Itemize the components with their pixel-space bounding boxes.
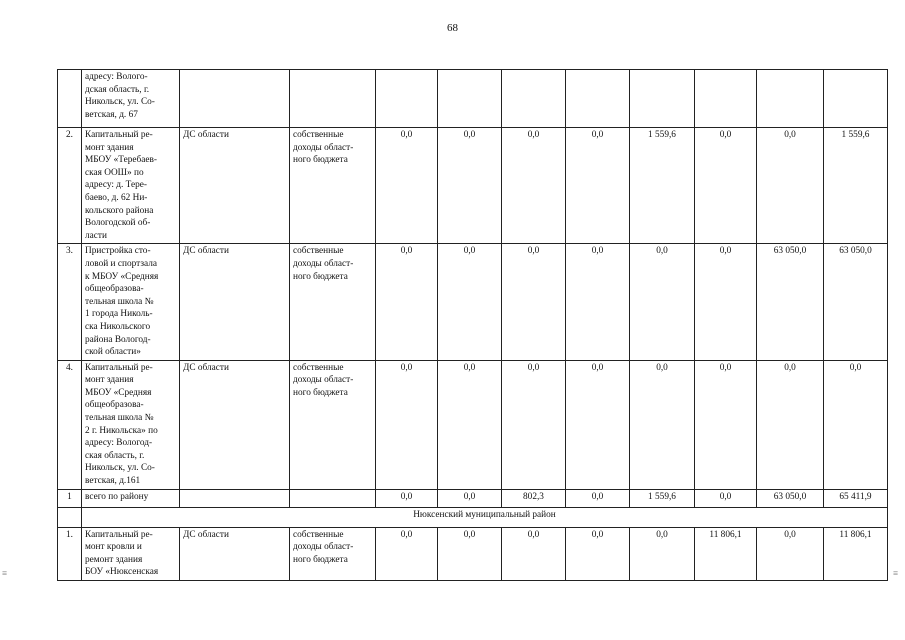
binding-mark-right: ≡ [893,568,900,578]
value-cell: 0,0 [438,489,502,507]
name-line: МБОУ «Средняя [85,387,152,398]
source-line: ного бюджета [293,155,348,166]
value-cell: 0,0 [502,244,566,360]
district-heading-row [58,507,888,527]
object-name [82,128,180,244]
value-cell: 0,0 [566,489,630,507]
name-line: ласти [85,230,107,241]
name-line: тельная школа № [85,413,154,424]
value-cell: 63 050,0 [757,244,824,360]
row-number [58,507,82,527]
value-cell: 0,0 [376,360,438,489]
customer-cell: ДС области [180,128,290,244]
value-cell: 0,0 [695,128,757,244]
binding-mark-left: ≡ [2,568,9,578]
source-line: доходы област- [293,375,354,386]
value-cell: 0,0 [438,527,502,580]
district-heading: Нюксенский муниципальный район [82,507,888,527]
name-line: тельная школа № [85,296,154,307]
row-number: 2. [58,128,82,244]
customer-cell [180,489,290,507]
value-cell: 0,0 [438,128,502,244]
source-line: ного бюджета [293,271,348,282]
row-number: 1. [58,527,82,580]
total-label: всего по району [82,489,180,507]
value-cell: 802,3 [502,489,566,507]
table-row [58,527,888,580]
source-line: доходы област- [293,542,354,553]
object-name [82,70,180,128]
object-name [82,360,180,489]
source-line: ного бюджета [293,387,348,398]
value-cell: 63 050,0 [757,489,824,507]
name-line: Пристройка сто- [85,246,151,257]
name-line: БОУ «Нюксенская [85,567,159,578]
value-cell: 65 411,9 [824,489,888,507]
table-row [58,70,888,128]
value-cell [695,70,757,128]
source-line: собственные [293,130,344,140]
value-cell: 0,0 [502,360,566,489]
value-cell: 0,0 [566,128,630,244]
value-cell [757,70,824,128]
source-line: доходы област- [293,258,354,269]
object-name [82,527,180,580]
table-row [58,128,888,244]
source-cell [290,489,376,507]
value-cell [376,70,438,128]
name-line: ветская, д. 67 [85,109,138,120]
customer-cell [180,70,290,128]
value-cell: 0,0 [502,128,566,244]
value-cell: 0,0 [757,527,824,580]
row-number [58,70,82,128]
budget-table [57,69,888,581]
customer-cell: ДС области [180,244,290,360]
name-line: ветская, д.161 [85,476,141,487]
value-cell: 0,0 [630,527,695,580]
name-line: МБОУ «Теребаев- [85,155,157,166]
name-line: ремонт здания [85,554,143,565]
name-line: ловой и спортзала [85,258,157,269]
row-number: 4. [58,360,82,489]
name-line: адресу: Вологод- [85,438,153,449]
name-line: кольского района [85,205,154,216]
name-line: ская область, г. [85,450,145,461]
source-line: ного бюджета [293,554,348,565]
name-line: монт кровли и [85,542,142,553]
value-cell: 0,0 [376,527,438,580]
row-number: 1 [58,489,82,507]
name-line: ска Никольского [85,321,151,332]
source-line: доходы област- [293,142,354,153]
value-cell: 0,0 [824,360,888,489]
table-row [58,244,888,360]
source-cell [290,360,376,489]
name-line: ская ООШ» по [85,167,144,178]
value-cell: 0,0 [566,527,630,580]
row-number: 3. [58,244,82,360]
value-cell: 11 806,1 [824,527,888,580]
customer-cell: ДС области [180,527,290,580]
value-cell: 0,0 [695,244,757,360]
value-cell: 0,0 [566,244,630,360]
name-line: дская область, г. [85,84,150,95]
value-cell: 11 806,1 [695,527,757,580]
value-cell: 0,0 [695,489,757,507]
name-line: 1 города Николь- [85,309,153,320]
name-line: района Вологод- [85,334,151,345]
value-cell [566,70,630,128]
value-cell: 0,0 [566,360,630,489]
page-number: 68 [447,22,458,34]
value-cell: 0,0 [438,244,502,360]
value-cell: 0,0 [630,244,695,360]
name-line: Никольск, ул. Со- [85,463,155,474]
value-cell: 0,0 [695,360,757,489]
value-cell: 0,0 [757,128,824,244]
value-cell: 0,0 [630,360,695,489]
value-cell [824,70,888,128]
value-cell [502,70,566,128]
value-cell: 1 559,6 [630,128,695,244]
source-cell [290,244,376,360]
value-cell: 0,0 [376,244,438,360]
name-line: баево, д. 62 Ни- [85,192,148,203]
source-cell [290,70,376,128]
name-line: монт здания [85,142,134,153]
value-cell: 0,0 [757,360,824,489]
name-line: адресу: Волого- [85,72,148,82]
value-cell [630,70,695,128]
object-name [82,244,180,360]
name-line: к МБОУ «Средняя [85,271,159,282]
source-line: собственные [293,529,344,540]
name-line: Капитальный ре- [85,362,153,373]
value-cell: 1 559,6 [630,489,695,507]
value-cell: 0,0 [376,489,438,507]
value-cell: 0,0 [438,360,502,489]
name-line: Капитальный ре- [85,130,153,140]
name-line: Капитальный ре- [85,529,153,540]
source-cell [290,128,376,244]
value-cell: 0,0 [376,128,438,244]
name-line: 2 г. Никольска» по [85,425,158,436]
source-line: собственные [293,362,344,373]
name-line: общеобразова- [85,400,144,411]
name-line: адресу: д. Тере- [85,180,148,191]
value-cell: 0,0 [502,527,566,580]
table-row [58,360,888,489]
value-cell: 63 050,0 [824,244,888,360]
name-line: ской области» [85,347,141,358]
name-line: общеобразова- [85,284,144,295]
customer-cell: ДС области [180,360,290,489]
name-line: Никольск, ул. Со- [85,97,155,108]
source-line: собственные [293,246,344,257]
value-cell [438,70,502,128]
total-row [58,489,888,507]
source-cell [290,527,376,580]
value-cell: 1 559,6 [824,128,888,244]
name-line: монт здания [85,375,134,386]
name-line: Вологодской об- [85,218,151,229]
